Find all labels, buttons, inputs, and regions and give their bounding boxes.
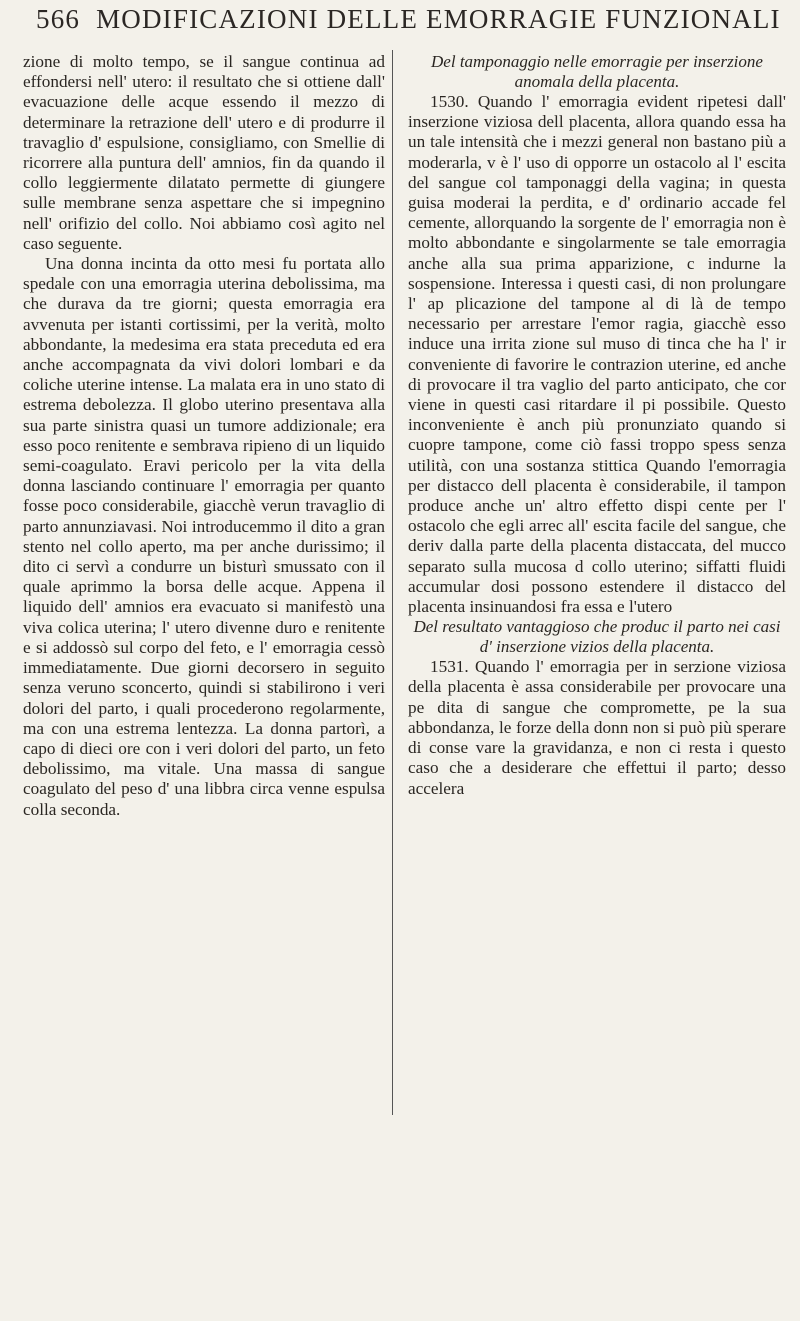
- running-title: MODIFICAZIONI DELLE EMORRAGIE FUNZIONALI: [96, 4, 781, 34]
- paragraph-1531: 1531. Quando l' emorragia per in serzione viziosa della placenta è assa considerabile per provocare una pe dita di sangue che compromette, pe la sua abbondanza, le forze della donn non si può più sperare di conse vare la gravidanza, e non ci resta i questo caso che a desiderare che effettui il parto; desso accelera: [408, 657, 786, 798]
- page-number: 566: [36, 4, 81, 34]
- paragraph-1530: 1530. Quando l' emorragia evident ripetesi dall' inserzione viziosa dell placenta, allora quando essa ha un tale intensità che i mezzi general non bastano più a moderarla, v è l' uso di opporre un ostacolo al l' escita del sangue col tamponaggi della vagina; in questa guisa moderai la perdita, e d' ordinario accade fel cemente, allorquando la sorgente de l' emorragia non è molto abbondante e singolarmente se tale emorragia anche alla sua prima apparizione, c indurne la sospensione. Interessa i questi casi, di non prolungare l' ap plicazione del tampone al di là de tempo necessario per arrestare l'emor ragia, giacchè esso induce una irrita zione sul muso di tinca che ha l' ir conveniente di favorire le contrazion uterine, ed anche di provocare il tra vaglio del parto anticipato, che cor viene in questi casi ritardare il pi possibile. Questo inconveniente è anch più pronunziato quando si cuopre tampone, come ciò fassi troppo spess senza utilità, con una sostanza stittica Quando l'emorragia per distacco dell placenta è considerabile, il tampon produce anche un' altro effetto dispi cente per l' ostacolo che egli arrec all' escita facile del sangue, che deriv dalla parte della placenta distaccata, del mucco separato sulla mucosa d collo uterino; siffatti fluidi accumular dosi possono estendere il distacco del placenta insinuandosi fra essa e l'utero: [408, 92, 786, 617]
- left-paragraph-case: Una donna incinta da otto mesi fu portata allo spedale con una emorragia uterina debolissima, ma che durava da tre giorni; questa emorragia era avvenuta per istanti cortissimi, per la verità, molto abbondante, la medesima era stata preceduta ed era anche accompagnata da vivi dolori lombari e da coliche uterine intense. La malata era in uno stato di estrema debolezza. Il globo uterino presentava alla sua parte sinistra quasi un tumore addizionale; era esso poco renitente e sembrava ripieno di un liquido semi-coagulato. Eravi pericolo per la vita della donna lasciando continuare l' emorragia per quanto fosse poco considerabile, giacchè verun travaglio di parto annunziavasi. Noi introducemmo il dito a gran stento nel collo aperto, ma per anche durissimo; il dito ci servì a condurre un bisturì smussato con il quale aprimmo la borsa delle acque. Appena il liquido dell' amnios era evacuato si manifestò una viva colica uterina; l' utero divenne duro e renitente e si addossò sul corpo del feto, e l' emorragia cessò immediatamente. Due giorni decorsero in seguito senza veruno sconcerto, quindi si stabilirono i veri dolori del parto, i quali procederono regolarmente, ma con una estrema lentezza. La donna partorì, a capo di dieci ore con i veri dolori del parto, un feto debolissimo, ma vitale. Una massa di sangue coagulato del peso d' una libbra circa venne espulsa colla seconda.: [23, 254, 385, 819]
- left-paragraph-continued: zione di molto tempo, se il sangue continua ad effondersi nell' utero: il resultato che si ottiene dall' evacuazione delle acque essendo il mezzo di determinare la retrazione dell' utero e di produrre il travaglio d' espulsione, consigliamo, con Smellie di ricorrere alla puntura dell' amnios, fin da quando il collo leggiermente dilatato permette di giungere sulle membrane senza aspettare che si impegnino nell' orifizio del collo. Noi abbiamo così agito nel caso seguente.: [23, 52, 385, 253]
- left-column: [23, 52, 385, 820]
- right-column: [408, 52, 786, 799]
- running-header: [36, 4, 796, 35]
- column-divider: [392, 50, 393, 1115]
- section-heading-tamponaggio: Del tamponaggio nelle emorragie per inserzione anomala della placenta.: [431, 52, 763, 91]
- section-heading-resultato: Del resultato vantaggioso che produc il parto nei casi d' inserzione vizios della placenta.: [413, 617, 781, 657]
